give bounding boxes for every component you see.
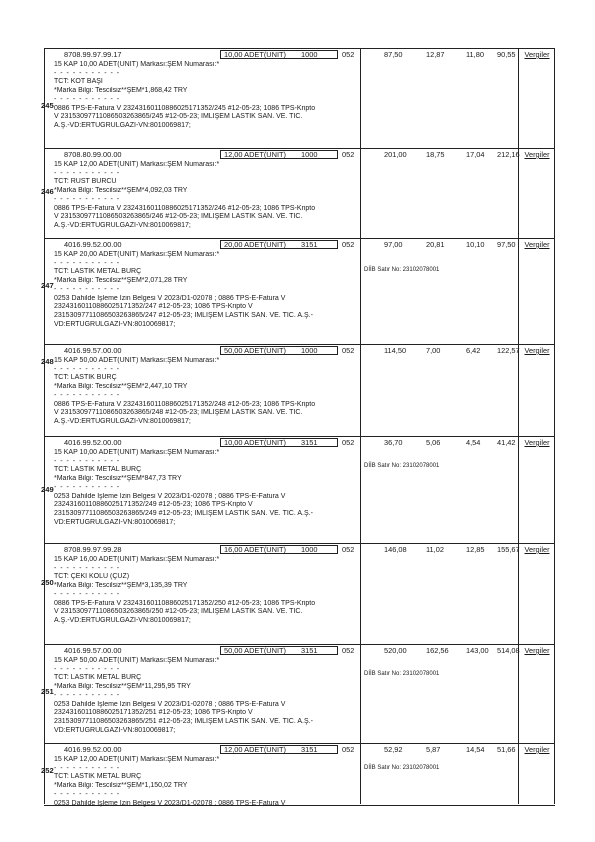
unit-code: 3151 <box>301 745 318 754</box>
taxes-link[interactable]: Vergiler <box>524 346 550 355</box>
taxes-link[interactable]: Vergiler <box>524 150 550 159</box>
description-line: - - - - - - - - - - - <box>54 195 121 203</box>
invoice-value: 146,08 <box>384 545 407 554</box>
description-line: V 23153097711086503263865/246 #12-05-23; İMLİŞEM LASTİK SAN. VE. TİC. <box>54 213 303 221</box>
net-weight: 6,42 <box>466 346 481 355</box>
description-line: 0886 TPS-E-Fatura V 23243160110886025171352/246 #12-05-23; 1086 TPS-Kripto <box>54 204 316 212</box>
item-number: 247 <box>41 281 54 290</box>
statistical-value: 155,67 <box>497 545 520 554</box>
item-description <box>54 61 359 131</box>
statistical-value: 514,08 <box>497 646 520 655</box>
diib-row-note: DİİB Satır No: 23102078001 <box>364 671 440 677</box>
description-line: TCT: ÇEKİ KOLU (ÇÜZ) <box>54 573 130 581</box>
country-code: 052 <box>342 438 355 447</box>
description-line: TCT: RUST BURCU <box>54 178 117 186</box>
description-line: - - - - - - - - - - - <box>54 95 121 103</box>
description-line: *Marka Bilgi: Tescilsiz**ŞEM*2,447,10 TRY <box>54 383 188 391</box>
description-line: 15 KAP 12,00 ADET(UNIT) Markası:ŞEM Numarası:* <box>54 161 220 168</box>
country-code: 052 <box>342 545 355 554</box>
quantity: 20,00 ADET(UNIT) <box>224 240 287 249</box>
description-line: 23153097711086503263865/251 #12-05-23; İMLİŞEM LASTİK SAN. VE. TİC. A.Ş.- <box>54 717 313 725</box>
description-line: - - - - - - - - - - - <box>54 259 121 267</box>
description-line: *Marka Bilgi: Tescilsiz**ŞEM*2,071,28 TRY <box>54 277 188 285</box>
description-line: TCT: LASTİK METAL BURÇ <box>54 268 142 276</box>
item-number: 252 <box>41 766 54 775</box>
description-line: - - - - - - - - - - - <box>54 564 121 572</box>
quantity: 12,00 ADET(UNIT) <box>224 745 287 754</box>
unit-code: 1000 <box>301 150 318 159</box>
description-line: - - - - - - - - - - - <box>54 285 121 293</box>
description-line: 0253 Dahilde İşleme İzin Belgesi V 2023/D1-02078 ; 0886 TPS-E-Fatura V <box>54 492 286 500</box>
description-line: V 23153097711086503263865/250 #12-05-23; İMLİŞEM LASTİK SAN. VE. TİC. <box>54 608 303 616</box>
net-weight: 14,54 <box>466 745 485 754</box>
description-line: 15 KAP 50,00 ADET(UNIT) Markası:ŞEM Numarası:* <box>54 357 220 364</box>
description-line: 15 KAP 10,00 ADET(UNIT) Markası:ŞEM Numarası:* <box>54 61 220 68</box>
item-description <box>54 556 359 626</box>
item-number: 249 <box>41 485 54 494</box>
gtip-code: 4016.99.57.00.00 <box>64 646 122 655</box>
declaration-items-sheet <box>41 48 555 807</box>
item-number: 248 <box>41 357 54 366</box>
item-header-row <box>44 49 555 60</box>
item-entry <box>41 148 555 239</box>
description-line: 0886 TPS-E-Fatura V 23243160110886025171352/245 #12-05-23; 1086 TPS-Kripto <box>54 104 316 112</box>
net-weight: 11,80 <box>466 50 484 59</box>
taxes-link[interactable]: Vergiler <box>524 50 550 59</box>
item-number: 250 <box>41 578 54 587</box>
description-line: 23153097711086503263865/247 #12-05-23; İMLİŞEM LASTİK SAN. VE. TİC. A.Ş.- <box>54 311 313 319</box>
description-line: 23243160110886025171352/251 #12-05-23; 1086 TPS-Kripto V <box>54 709 253 717</box>
item-description <box>54 657 359 735</box>
quantity: 10,00 ADET(UNIT) <box>224 50 287 59</box>
gross-weight: 18,75 <box>426 150 445 159</box>
description-line: 0253 Dahilde İşleme İzin Belgesi V 2023/D1-02078 ; 0886 TPS-E-Fatura V <box>54 294 286 302</box>
description-line: A.Ş.-VD:ERTUĞRULGAZİ-VN:8010069817; <box>54 221 191 229</box>
quantity: 50,00 ADET(UNIT) <box>224 346 287 355</box>
unit-code: 1000 <box>301 545 318 554</box>
description-line: - - - - - - - - - - - <box>54 169 121 177</box>
quantity: 10,00 ADET(UNIT) <box>224 438 287 447</box>
item-header-row <box>44 239 555 250</box>
gtip-code: 8708.99.97.99.17 <box>64 50 122 59</box>
description-line: VD:ERTUĞRULGAZİ-VN:8010069817; <box>54 320 176 328</box>
description-line: TCT: LASTİK METAL BURÇ <box>54 674 142 682</box>
item-number: 245 <box>41 101 54 110</box>
description-line: 15 KAP 50,00 ADET(UNIT) Markası:ŞEM Numarası:* <box>54 657 220 664</box>
item-header-row <box>44 345 555 356</box>
description-line: - - - - - - - - - - - <box>54 691 121 699</box>
net-weight: 4,54 <box>466 438 481 447</box>
description-line: A.Ş.-VD:ERTUĞRULGAZİ-VN:8010069817; <box>54 616 191 624</box>
item-entry <box>41 238 555 345</box>
gross-weight: 5,06 <box>426 438 441 447</box>
description-line: A.Ş.-VD:ERTUĞRULGAZİ-VN:8010069817; <box>54 417 191 425</box>
net-weight: 17,04 <box>466 150 485 159</box>
item-description <box>54 161 359 231</box>
description-line: - - - - - - - - - - - <box>54 391 121 399</box>
gtip-code: 4016.99.52.00.00 <box>64 745 122 754</box>
statistical-value: 212,16 <box>497 150 520 159</box>
gross-weight: 12,87 <box>426 50 445 59</box>
description-line: A.Ş.-VD:ERTUĞRULGAZİ-VN:8010069817; <box>54 121 191 129</box>
statistical-value: 122,57 <box>497 346 520 355</box>
description-line: *Marka Bilgi: Tescilsiz**ŞEM*847,73 TRY <box>54 475 182 483</box>
item-header-row <box>44 645 555 656</box>
country-code: 052 <box>342 346 355 355</box>
description-line: 0886 TPS-E-Fatura V 23243160110886025171352/250 #12-05-23; 1086 TPS-Kripto <box>54 599 316 607</box>
invoice-value: 114,50 <box>384 346 407 355</box>
quantity: 16,00 ADET(UNIT) <box>224 545 287 554</box>
description-line: 23153097711086503263865/249 #12-05-23; İMLİŞEM LASTİK SAN. VE. TİC. A.Ş.- <box>54 509 313 517</box>
unit-code: 1000 <box>301 346 318 355</box>
taxes-link[interactable]: Vergiler <box>524 240 550 249</box>
country-code: 052 <box>342 646 355 655</box>
description-line: V 23153097711086503263865/245 #12-05-23; İMLİŞEM LASTİK SAN. VE. TİC. <box>54 113 303 121</box>
description-line: VD:ERTUĞRULGAZİ-VN:8010069817; <box>54 726 176 734</box>
gross-weight: 20,81 <box>426 240 445 249</box>
invoice-value: 36,70 <box>384 438 403 447</box>
item-entry <box>41 436 555 544</box>
item-entry <box>41 344 555 437</box>
item-description <box>54 251 359 329</box>
description-line: - - - - - - - - - - - <box>54 69 121 77</box>
description-line: VD:ERTUĞRULGAZİ-VN:8010069817; <box>54 518 176 526</box>
net-weight: 143,00 <box>466 646 489 655</box>
description-line: - - - - - - - - - - - <box>54 790 121 798</box>
item-entry <box>41 543 555 645</box>
gross-weight: 7,00 <box>426 346 441 355</box>
quantity: 50,00 ADET(UNIT) <box>224 646 287 655</box>
item-number: 246 <box>41 187 54 196</box>
description-line: - - - - - - - - - - - <box>54 365 121 373</box>
description-line: TCT: LASTİK METAL BURÇ <box>54 773 142 781</box>
description-line: V 23153097711086503263865/248 #12-05-23; İMLİŞEM LASTİK SAN. VE. TİC. <box>54 409 303 417</box>
quantity: 12,00 ADET(UNIT) <box>224 150 287 159</box>
invoice-value: 52,92 <box>384 745 403 754</box>
item-number: 251 <box>41 687 54 696</box>
item-description <box>54 756 359 808</box>
description-line: *Marka Bilgi: Tescilsiz**ŞEM*11,295,95 TRY <box>54 683 191 691</box>
description-line: - - - - - - - - - - - <box>54 764 121 772</box>
item-header-row <box>44 437 555 448</box>
country-code: 052 <box>342 745 355 754</box>
gtip-code: 8708.99.97.99.28 <box>64 545 122 554</box>
gross-weight: 5,87 <box>426 745 441 754</box>
unit-code: 3151 <box>301 240 318 249</box>
description-line: 0253 Dahilde İşleme İzin Belgesi V 2023/D1-02078 ; 0886 TPS-E-Fatura V <box>54 799 286 807</box>
description-line: - - - - - - - - - - - <box>54 590 121 598</box>
item-description <box>54 449 359 527</box>
gtip-code: 4016.99.52.00.00 <box>64 438 122 447</box>
description-line: TCT: LASTİK BURÇ <box>54 374 117 382</box>
description-line: - - - - - - - - - - - <box>54 457 121 465</box>
gtip-code: 4016.99.57.00.00 <box>64 346 122 355</box>
item-description <box>54 357 359 427</box>
diib-row-note: DİİB Satır No: 23102078001 <box>364 463 440 469</box>
description-line: *Marka Bilgi: Tescilsiz**ŞEM*3,135,39 TRY <box>54 582 188 590</box>
net-weight: 12,85 <box>466 545 485 554</box>
invoice-value: 87,50 <box>384 50 403 59</box>
gtip-code: 8708.80.99.00.00 <box>64 150 122 159</box>
statistical-value: 51,66 <box>497 745 516 754</box>
item-header-row <box>44 544 555 555</box>
description-line: - - - - - - - - - - - <box>54 665 121 673</box>
item-entry <box>41 743 555 807</box>
diib-row-note: DİİB Satır No: 23102078001 <box>364 765 440 771</box>
description-line: *Marka Bilgi: Tescilsiz**ŞEM*1,868,42 TRY <box>54 87 188 95</box>
taxes-link[interactable]: Vergiler <box>524 745 550 754</box>
net-weight: 10,10 <box>466 240 485 249</box>
unit-code: 3151 <box>301 438 318 447</box>
description-line: *Marka Bilgi: Tescilsiz**ŞEM*4,092,03 TRY <box>54 187 188 195</box>
item-header-row <box>44 744 555 755</box>
description-line: - - - - - - - - - - - <box>54 483 121 491</box>
description-line: 0886 TPS-E-Fatura V 23243160110886025171352/248 #12-05-23; 1086 TPS-Kripto <box>54 400 316 408</box>
taxes-link[interactable]: Vergiler <box>524 646 550 655</box>
gross-weight: 162,56 <box>426 646 449 655</box>
invoice-value: 201,00 <box>384 150 407 159</box>
gtip-code: 4016.99.52.00.00 <box>64 240 122 249</box>
statistical-value: 90,55 <box>497 50 516 59</box>
unit-code: 1000 <box>301 50 318 59</box>
item-entry <box>41 48 555 149</box>
description-line: 23243160110886025171352/249 #12-05-23; 1086 TPS-Kripto V <box>54 501 253 509</box>
statistical-value: 41,42 <box>497 438 516 447</box>
diib-row-note: DİİB Satır No: 23102078001 <box>364 267 440 273</box>
description-line: TCT: LASTİK METAL BURÇ <box>54 466 142 474</box>
invoice-value: 97,00 <box>384 240 403 249</box>
statistical-value: 97,50 <box>497 240 516 249</box>
item-entry <box>41 644 555 744</box>
description-line: 0253 Dahilde İşleme İzin Belgesi V 2023/D1-02078 ; 0886 TPS-E-Fatura V <box>54 700 286 708</box>
invoice-value: 520,00 <box>384 646 407 655</box>
country-code: 052 <box>342 50 355 59</box>
unit-code: 3151 <box>301 646 318 655</box>
description-line: TCT: KOT BAŞI <box>54 78 103 86</box>
description-line: *Marka Bilgi: Tescilsiz**ŞEM*1,150,02 TRY <box>54 782 188 790</box>
description-line: 15 KAP 20,00 ADET(UNIT) Markası:ŞEM Numarası:* <box>54 251 220 258</box>
description-line: 15 KAP 12,00 ADET(UNIT) Markası:ŞEM Numarası:* <box>54 756 220 763</box>
item-header-row <box>44 149 555 160</box>
description-line: 15 KAP 16,00 ADET(UNIT) Markası:ŞEM Numarası:* <box>54 556 220 563</box>
description-line: 23243160110886025171352/247 #12-05-23; 1086 TPS-Kripto V <box>54 303 253 311</box>
description-line: 15 KAP 10,00 ADET(UNIT) Markası:ŞEM Numarası:* <box>54 449 220 456</box>
country-code: 052 <box>342 150 355 159</box>
gross-weight: 11,02 <box>426 545 444 554</box>
taxes-link[interactable]: Vergiler <box>524 545 550 554</box>
country-code: 052 <box>342 240 355 249</box>
taxes-link[interactable]: Vergiler <box>524 438 550 447</box>
